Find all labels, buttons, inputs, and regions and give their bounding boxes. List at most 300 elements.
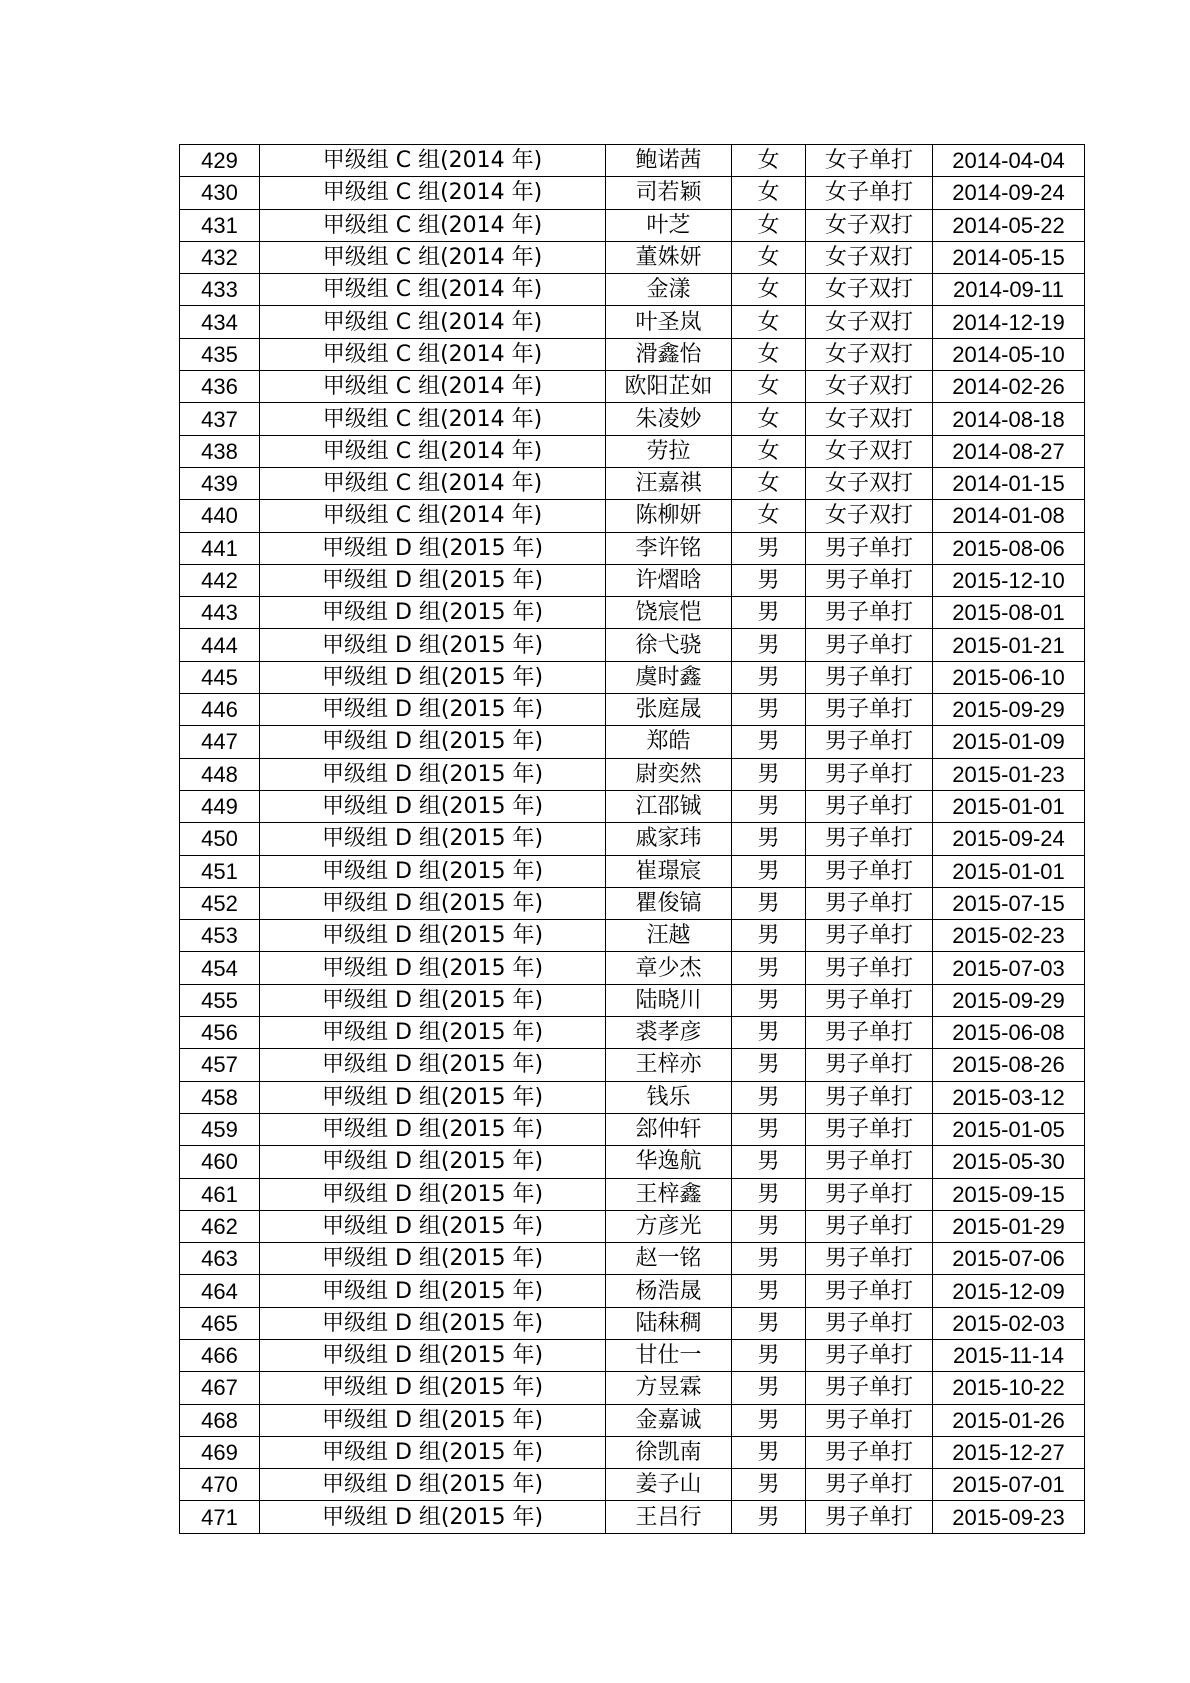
name-cell: 叶芝 (606, 209, 732, 241)
group-cell: 甲级组 D 组(2015 年) (260, 1210, 606, 1242)
entry-number: 455 (180, 984, 260, 1016)
entry-number: 439 (180, 467, 260, 499)
name-cell: 虞时鑫 (606, 661, 732, 693)
table-row (180, 823, 1085, 855)
event-cell: 男子单打 (806, 984, 933, 1016)
gender-cell: 男 (732, 629, 806, 661)
entry-number: 459 (180, 1113, 260, 1145)
event-cell: 女子双打 (806, 500, 933, 532)
gender-cell: 男 (732, 532, 806, 564)
event-cell: 女子双打 (806, 338, 933, 370)
table-row (180, 1243, 1085, 1275)
gender-cell: 女 (732, 241, 806, 273)
name-cell: 郑皓 (606, 726, 732, 758)
group-cell: 甲级组 D 组(2015 年) (260, 1017, 606, 1049)
entry-number: 467 (180, 1372, 260, 1404)
name-cell: 汪越 (606, 920, 732, 952)
gender-cell: 男 (732, 564, 806, 596)
event-cell: 男子单打 (806, 1017, 933, 1049)
gender-cell: 男 (732, 1017, 806, 1049)
group-cell: 甲级组 D 组(2015 年) (260, 597, 606, 629)
event-cell: 男子单打 (806, 1404, 933, 1436)
group-cell: 甲级组 D 组(2015 年) (260, 1081, 606, 1113)
birthdate-cell: 2014-05-22 (933, 209, 1085, 241)
gender-cell: 女 (732, 306, 806, 338)
gender-cell: 男 (732, 855, 806, 887)
birthdate-cell: 2015-08-06 (933, 532, 1085, 564)
group-cell: 甲级组 D 组(2015 年) (260, 823, 606, 855)
table-row (180, 1275, 1085, 1307)
name-cell: 尉奕然 (606, 758, 732, 790)
entry-number: 430 (180, 177, 260, 209)
event-cell: 男子单打 (806, 1275, 933, 1307)
group-cell: 甲级组 D 组(2015 年) (260, 1307, 606, 1339)
name-cell: 姜子山 (606, 1469, 732, 1501)
name-cell: 朱凌妙 (606, 403, 732, 435)
group-cell: 甲级组 C 组(2014 年) (260, 306, 606, 338)
event-cell: 男子单打 (806, 887, 933, 919)
name-cell: 张庭晟 (606, 694, 732, 726)
table-row (180, 629, 1085, 661)
entry-number: 453 (180, 920, 260, 952)
group-cell: 甲级组 D 组(2015 年) (260, 726, 606, 758)
birthdate-cell: 2015-09-15 (933, 1178, 1085, 1210)
group-cell: 甲级组 D 组(2015 年) (260, 920, 606, 952)
group-cell: 甲级组 D 组(2015 年) (260, 1243, 606, 1275)
entry-number: 436 (180, 371, 260, 403)
table-row (180, 952, 1085, 984)
table-row (180, 241, 1085, 273)
name-cell: 章少杰 (606, 952, 732, 984)
entry-number: 468 (180, 1404, 260, 1436)
birthdate-cell: 2014-05-10 (933, 338, 1085, 370)
group-cell: 甲级组 D 组(2015 年) (260, 1049, 606, 1081)
event-cell: 女子单打 (806, 145, 933, 177)
event-cell: 男子单打 (806, 1146, 933, 1178)
roster-table (179, 144, 1085, 1534)
group-cell: 甲级组 D 组(2015 年) (260, 661, 606, 693)
event-cell: 男子单打 (806, 1113, 933, 1145)
group-cell: 甲级组 C 组(2014 年) (260, 209, 606, 241)
name-cell: 瞿俊镐 (606, 887, 732, 919)
table-row (180, 887, 1085, 919)
birthdate-cell: 2015-09-24 (933, 823, 1085, 855)
entry-number: 463 (180, 1243, 260, 1275)
entry-number: 446 (180, 694, 260, 726)
gender-cell: 男 (732, 1275, 806, 1307)
group-cell: 甲级组 C 组(2014 年) (260, 467, 606, 499)
birthdate-cell: 2015-03-12 (933, 1081, 1085, 1113)
group-cell: 甲级组 D 组(2015 年) (260, 1275, 606, 1307)
table-row (180, 1404, 1085, 1436)
group-cell: 甲级组 C 组(2014 年) (260, 177, 606, 209)
birthdate-cell: 2015-05-30 (933, 1146, 1085, 1178)
entry-number: 469 (180, 1436, 260, 1468)
event-cell: 女子双打 (806, 435, 933, 467)
name-cell: 郐仲轩 (606, 1113, 732, 1145)
gender-cell: 男 (732, 1469, 806, 1501)
entry-number: 434 (180, 306, 260, 338)
group-cell: 甲级组 D 组(2015 年) (260, 790, 606, 822)
table-row (180, 1372, 1085, 1404)
group-cell: 甲级组 D 组(2015 年) (260, 1372, 606, 1404)
entry-number: 450 (180, 823, 260, 855)
group-cell: 甲级组 D 组(2015 年) (260, 1113, 606, 1145)
name-cell: 王吕行 (606, 1501, 732, 1533)
gender-cell: 女 (732, 177, 806, 209)
name-cell: 方彦光 (606, 1210, 732, 1242)
event-cell: 男子单打 (806, 1307, 933, 1339)
event-cell: 男子单打 (806, 1501, 933, 1533)
table-row (180, 758, 1085, 790)
event-cell: 女子双打 (806, 241, 933, 273)
entry-number: 435 (180, 338, 260, 370)
table-row (180, 1469, 1085, 1501)
group-cell: 甲级组 D 组(2015 年) (260, 532, 606, 564)
name-cell: 滑鑫怡 (606, 338, 732, 370)
table-row (180, 435, 1085, 467)
birthdate-cell: 2015-07-01 (933, 1469, 1085, 1501)
entry-number: 448 (180, 758, 260, 790)
event-cell: 男子单打 (806, 532, 933, 564)
group-cell: 甲级组 C 组(2014 年) (260, 338, 606, 370)
name-cell: 徐凯南 (606, 1436, 732, 1468)
name-cell: 江邵铖 (606, 790, 732, 822)
group-cell: 甲级组 C 组(2014 年) (260, 241, 606, 273)
table-row (180, 1307, 1085, 1339)
table-row (180, 338, 1085, 370)
birthdate-cell: 2015-01-26 (933, 1404, 1085, 1436)
entry-number: 464 (180, 1275, 260, 1307)
gender-cell: 男 (732, 984, 806, 1016)
table-row (180, 403, 1085, 435)
gender-cell: 女 (732, 500, 806, 532)
name-cell: 杨浩晟 (606, 1275, 732, 1307)
name-cell: 方昱霖 (606, 1372, 732, 1404)
event-cell: 男子单打 (806, 758, 933, 790)
name-cell: 戚家玮 (606, 823, 732, 855)
table-row (180, 1113, 1085, 1145)
table-row (180, 306, 1085, 338)
group-cell: 甲级组 D 组(2015 年) (260, 1436, 606, 1468)
entry-number: 445 (180, 661, 260, 693)
group-cell: 甲级组 D 组(2015 年) (260, 694, 606, 726)
table-row (180, 855, 1085, 887)
birthdate-cell: 2015-07-03 (933, 952, 1085, 984)
table-row (180, 1339, 1085, 1371)
birthdate-cell: 2014-01-15 (933, 467, 1085, 499)
birthdate-cell: 2015-09-29 (933, 984, 1085, 1016)
name-cell: 汪嘉祺 (606, 467, 732, 499)
event-cell: 男子单打 (806, 790, 933, 822)
entry-number: 465 (180, 1307, 260, 1339)
entry-number: 471 (180, 1501, 260, 1533)
birthdate-cell: 2015-01-21 (933, 629, 1085, 661)
table-row (180, 790, 1085, 822)
table-row (180, 726, 1085, 758)
name-cell: 陆秣稠 (606, 1307, 732, 1339)
event-cell: 男子单打 (806, 694, 933, 726)
gender-cell: 女 (732, 467, 806, 499)
name-cell: 赵一铭 (606, 1243, 732, 1275)
birthdate-cell: 2014-05-15 (933, 241, 1085, 273)
gender-cell: 男 (732, 694, 806, 726)
name-cell: 金嘉诚 (606, 1404, 732, 1436)
table-row (180, 694, 1085, 726)
group-cell: 甲级组 D 组(2015 年) (260, 1339, 606, 1371)
entry-number: 433 (180, 274, 260, 306)
gender-cell: 男 (732, 1049, 806, 1081)
event-cell: 女子双打 (806, 209, 933, 241)
gender-cell: 男 (732, 1178, 806, 1210)
table-row (180, 1017, 1085, 1049)
table-row (180, 564, 1085, 596)
name-cell: 欧阳芷如 (606, 371, 732, 403)
group-cell: 甲级组 D 组(2015 年) (260, 952, 606, 984)
event-cell: 男子单打 (806, 855, 933, 887)
entry-number: 451 (180, 855, 260, 887)
birthdate-cell: 2014-02-26 (933, 371, 1085, 403)
entry-number: 460 (180, 1146, 260, 1178)
name-cell: 董姝妍 (606, 241, 732, 273)
group-cell: 甲级组 C 组(2014 年) (260, 274, 606, 306)
gender-cell: 男 (732, 823, 806, 855)
birthdate-cell: 2014-08-18 (933, 403, 1085, 435)
birthdate-cell: 2015-08-26 (933, 1049, 1085, 1081)
entry-number: 466 (180, 1339, 260, 1371)
entry-number: 457 (180, 1049, 260, 1081)
name-cell: 徐弋骁 (606, 629, 732, 661)
name-cell: 华逸航 (606, 1146, 732, 1178)
name-cell: 钱乐 (606, 1081, 732, 1113)
group-cell: 甲级组 C 组(2014 年) (260, 500, 606, 532)
event-cell: 女子双打 (806, 403, 933, 435)
event-cell: 男子单打 (806, 1049, 933, 1081)
entry-number: 449 (180, 790, 260, 822)
birthdate-cell: 2015-01-23 (933, 758, 1085, 790)
gender-cell: 男 (732, 1243, 806, 1275)
event-cell: 女子双打 (806, 306, 933, 338)
event-cell: 男子单打 (806, 920, 933, 952)
group-cell: 甲级组 D 组(2015 年) (260, 1501, 606, 1533)
table-row (180, 532, 1085, 564)
entry-number: 440 (180, 500, 260, 532)
name-cell: 甘仕一 (606, 1339, 732, 1371)
birthdate-cell: 2015-06-08 (933, 1017, 1085, 1049)
table-row (180, 1081, 1085, 1113)
gender-cell: 男 (732, 1339, 806, 1371)
name-cell: 司若颖 (606, 177, 732, 209)
event-cell: 男子单打 (806, 661, 933, 693)
gender-cell: 女 (732, 403, 806, 435)
gender-cell: 男 (732, 1436, 806, 1468)
event-cell: 男子单打 (806, 1372, 933, 1404)
gender-cell: 男 (732, 1372, 806, 1404)
group-cell: 甲级组 C 组(2014 年) (260, 371, 606, 403)
gender-cell: 女 (732, 435, 806, 467)
name-cell: 劳拉 (606, 435, 732, 467)
gender-cell: 男 (732, 1113, 806, 1145)
event-cell: 男子单打 (806, 597, 933, 629)
birthdate-cell: 2015-02-03 (933, 1307, 1085, 1339)
name-cell: 叶圣岚 (606, 306, 732, 338)
entry-number: 432 (180, 241, 260, 273)
name-cell: 李许铭 (606, 532, 732, 564)
event-cell: 男子单打 (806, 1081, 933, 1113)
gender-cell: 男 (732, 1146, 806, 1178)
name-cell: 崔璟宸 (606, 855, 732, 887)
event-cell: 女子单打 (806, 177, 933, 209)
entry-number: 452 (180, 887, 260, 919)
entry-number: 456 (180, 1017, 260, 1049)
gender-cell: 男 (732, 726, 806, 758)
gender-cell: 男 (732, 758, 806, 790)
event-cell: 男子单打 (806, 1469, 933, 1501)
gender-cell: 男 (732, 887, 806, 919)
name-cell: 许熠晗 (606, 564, 732, 596)
event-cell: 女子双打 (806, 274, 933, 306)
birthdate-cell: 2014-09-11 (933, 274, 1085, 306)
entry-number: 438 (180, 435, 260, 467)
event-cell: 女子双打 (806, 467, 933, 499)
event-cell: 男子单打 (806, 726, 933, 758)
event-cell: 男子单打 (806, 1243, 933, 1275)
entry-number: 429 (180, 145, 260, 177)
group-cell: 甲级组 D 组(2015 年) (260, 758, 606, 790)
event-cell: 男子单打 (806, 1436, 933, 1468)
gender-cell: 女 (732, 338, 806, 370)
gender-cell: 男 (732, 1404, 806, 1436)
gender-cell: 男 (732, 1501, 806, 1533)
table-row (180, 145, 1085, 177)
birthdate-cell: 2015-02-23 (933, 920, 1085, 952)
table-row (180, 661, 1085, 693)
group-cell: 甲级组 D 组(2015 年) (260, 887, 606, 919)
entry-number: 458 (180, 1081, 260, 1113)
birthdate-cell: 2015-07-06 (933, 1243, 1085, 1275)
birthdate-cell: 2014-04-04 (933, 145, 1085, 177)
birthdate-cell: 2015-01-05 (933, 1113, 1085, 1145)
birthdate-cell: 2015-12-10 (933, 564, 1085, 596)
name-cell: 饶宸恺 (606, 597, 732, 629)
table-row (180, 1146, 1085, 1178)
table-row (180, 371, 1085, 403)
birthdate-cell: 2014-12-19 (933, 306, 1085, 338)
entry-number: 431 (180, 209, 260, 241)
gender-cell: 男 (732, 1081, 806, 1113)
gender-cell: 女 (732, 209, 806, 241)
entry-number: 443 (180, 597, 260, 629)
event-cell: 男子单打 (806, 1210, 933, 1242)
entry-number: 470 (180, 1469, 260, 1501)
birthdate-cell: 2015-01-29 (933, 1210, 1085, 1242)
gender-cell: 男 (732, 790, 806, 822)
event-cell: 男子单打 (806, 823, 933, 855)
name-cell: 金漾 (606, 274, 732, 306)
event-cell: 男子单打 (806, 1178, 933, 1210)
birthdate-cell: 2014-09-24 (933, 177, 1085, 209)
group-cell: 甲级组 C 组(2014 年) (260, 435, 606, 467)
gender-cell: 女 (732, 274, 806, 306)
event-cell: 女子双打 (806, 371, 933, 403)
table-row (180, 920, 1085, 952)
group-cell: 甲级组 D 组(2015 年) (260, 564, 606, 596)
gender-cell: 女 (732, 145, 806, 177)
event-cell: 男子单打 (806, 564, 933, 596)
birthdate-cell: 2015-01-09 (933, 726, 1085, 758)
birthdate-cell: 2015-01-01 (933, 790, 1085, 822)
name-cell: 陆晓川 (606, 984, 732, 1016)
name-cell: 王梓鑫 (606, 1178, 732, 1210)
entry-number: 454 (180, 952, 260, 984)
gender-cell: 男 (732, 661, 806, 693)
group-cell: 甲级组 D 组(2015 年) (260, 1404, 606, 1436)
gender-cell: 男 (732, 597, 806, 629)
group-cell: 甲级组 C 组(2014 年) (260, 145, 606, 177)
gender-cell: 男 (732, 920, 806, 952)
gender-cell: 女 (732, 371, 806, 403)
birthdate-cell: 2015-10-22 (933, 1372, 1085, 1404)
group-cell: 甲级组 C 组(2014 年) (260, 403, 606, 435)
group-cell: 甲级组 D 组(2015 年) (260, 629, 606, 661)
group-cell: 甲级组 D 组(2015 年) (260, 855, 606, 887)
group-cell: 甲级组 D 组(2015 年) (260, 984, 606, 1016)
entry-number: 444 (180, 629, 260, 661)
table-row (180, 500, 1085, 532)
birthdate-cell: 2015-08-01 (933, 597, 1085, 629)
group-cell: 甲级组 D 组(2015 年) (260, 1178, 606, 1210)
name-cell: 鲍诺茜 (606, 145, 732, 177)
event-cell: 男子单打 (806, 629, 933, 661)
name-cell: 裘孝彦 (606, 1017, 732, 1049)
table-row (180, 1436, 1085, 1468)
birthdate-cell: 2015-01-01 (933, 855, 1085, 887)
table-row (180, 984, 1085, 1016)
birthdate-cell: 2015-12-27 (933, 1436, 1085, 1468)
gender-cell: 男 (732, 952, 806, 984)
entry-number: 442 (180, 564, 260, 596)
table-row (180, 1210, 1085, 1242)
birthdate-cell: 2015-09-23 (933, 1501, 1085, 1533)
entry-number: 447 (180, 726, 260, 758)
table-row (180, 1178, 1085, 1210)
entry-number: 437 (180, 403, 260, 435)
birthdate-cell: 2015-12-09 (933, 1275, 1085, 1307)
entry-number: 461 (180, 1178, 260, 1210)
table-row (180, 209, 1085, 241)
group-cell: 甲级组 D 组(2015 年) (260, 1469, 606, 1501)
birthdate-cell: 2014-08-27 (933, 435, 1085, 467)
birthdate-cell: 2015-11-14 (933, 1339, 1085, 1371)
table-row (180, 177, 1085, 209)
event-cell: 男子单打 (806, 952, 933, 984)
roster-body (180, 145, 1085, 1534)
table-row (180, 274, 1085, 306)
entry-number: 462 (180, 1210, 260, 1242)
table-row (180, 597, 1085, 629)
birthdate-cell: 2014-01-08 (933, 500, 1085, 532)
name-cell: 王梓亦 (606, 1049, 732, 1081)
table-row (180, 1049, 1085, 1081)
birthdate-cell: 2015-07-15 (933, 887, 1085, 919)
name-cell: 陈柳妍 (606, 500, 732, 532)
gender-cell: 男 (732, 1210, 806, 1242)
table-row (180, 1501, 1085, 1533)
birthdate-cell: 2015-06-10 (933, 661, 1085, 693)
event-cell: 男子单打 (806, 1339, 933, 1371)
group-cell: 甲级组 D 组(2015 年) (260, 1146, 606, 1178)
entry-number: 441 (180, 532, 260, 564)
